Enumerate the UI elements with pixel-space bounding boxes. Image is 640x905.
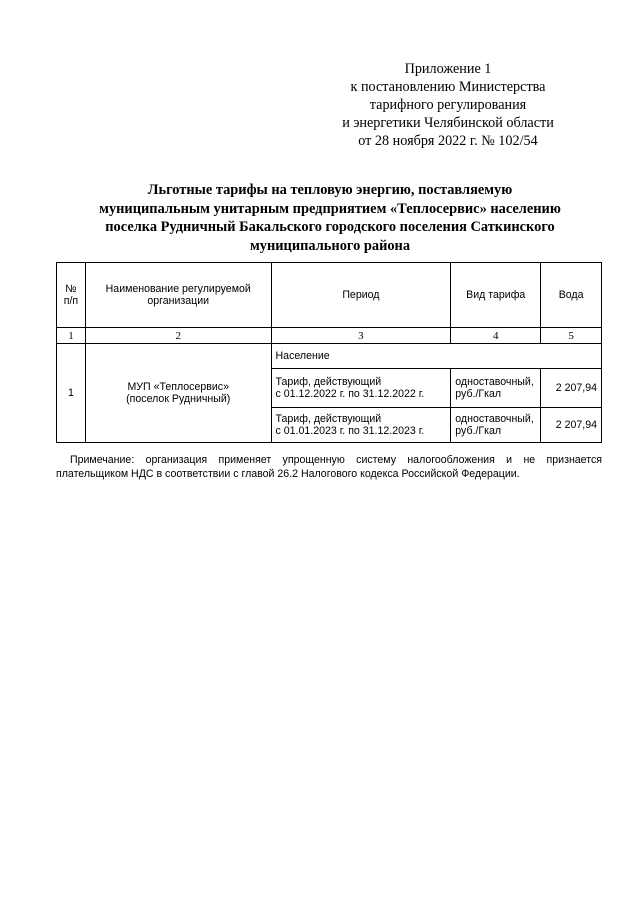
- column-number: 3: [271, 328, 451, 344]
- header-tariff-type: Вид тарифа: [451, 263, 541, 328]
- footnote-line: Примечание: организация применяет упрощенную систему налогообложения и не признается: [70, 454, 602, 466]
- footnote-line: плательщиком НДС в соответствии с главой 26.2 Налогового кодекса Российской Федерации.: [56, 468, 520, 480]
- appendix-header: [318, 60, 578, 150]
- appendix-date: от 28 ноября 2022 г. № 102/54: [358, 133, 538, 149]
- row-organization: МУП «Теплосервис» (поселок Рудничный): [85, 344, 271, 443]
- row-water-value: 2 207,94: [541, 408, 602, 443]
- column-number: 1: [57, 328, 86, 344]
- table-header-row: [57, 263, 602, 328]
- column-number: 4: [451, 328, 541, 344]
- title-line: муниципального района: [249, 237, 411, 254]
- appendix-ref: тарифного регулирования: [369, 97, 527, 113]
- column-number: 2: [85, 328, 271, 344]
- row-water-value: 2 207,94: [541, 369, 602, 408]
- row-period: Тариф, действующий с 01.01.2023 г. по 31.12.2023 г.: [271, 408, 451, 443]
- header-water: Вода: [541, 263, 602, 328]
- row-tariff-type: одноставочный, руб./Гкал: [451, 408, 541, 443]
- header-num: № п/п: [57, 263, 86, 328]
- header-period: Период: [271, 263, 451, 328]
- column-number-row: [57, 328, 602, 344]
- appendix-number: Приложение 1: [404, 61, 492, 77]
- title-line: поселка Рудничный Бакальского городского поселения Саткинского: [105, 219, 555, 235]
- document-title: [60, 181, 600, 255]
- appendix-ref: и энергетики Челябинской области: [342, 115, 554, 131]
- table-row: [57, 344, 602, 369]
- tariff-table: [56, 262, 602, 443]
- header-organization: Наименование регулируемой организации: [85, 263, 271, 328]
- consumer-group: Население: [271, 344, 601, 369]
- row-period: Тариф, действующий с 01.12.2022 г. по 31.12.2022 г.: [271, 369, 451, 408]
- column-number: 5: [541, 328, 602, 344]
- footnote: [56, 453, 602, 481]
- row-number: 1: [57, 344, 86, 443]
- appendix-ref: к постановлению Министерства: [350, 79, 546, 95]
- title-line: муниципальным унитарным предприятием «Теплосервис» населению: [99, 200, 561, 217]
- title-line: Льготные тарифы на тепловую энергию, поставляемую: [147, 182, 513, 198]
- row-tariff-type: одноставочный, руб./Гкал: [451, 369, 541, 408]
